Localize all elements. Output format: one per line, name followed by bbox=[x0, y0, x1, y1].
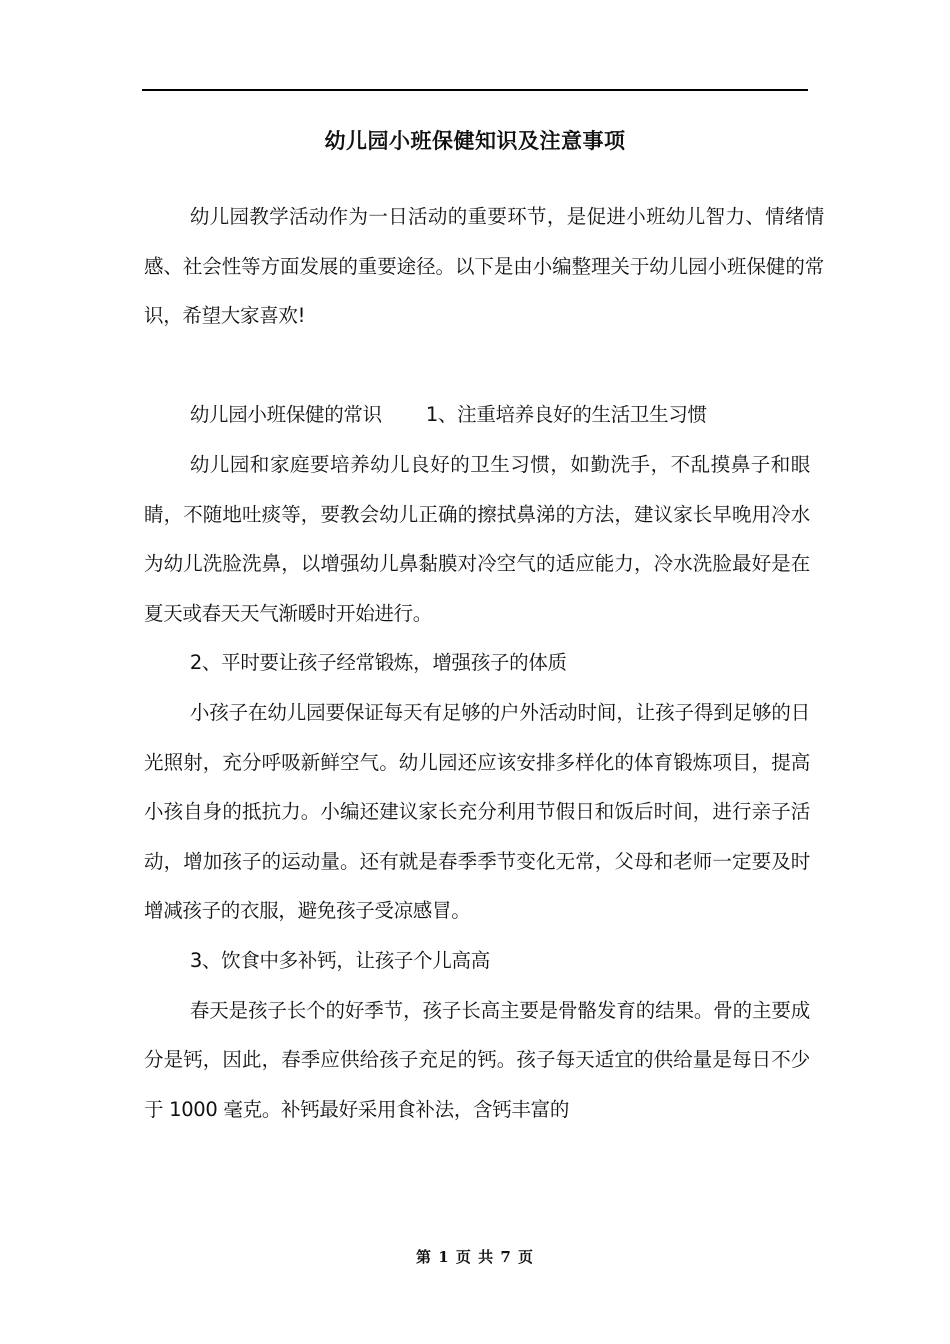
item2-heading: 2、平时要让孩子经常锻炼，增强孩子的体质 bbox=[189, 651, 567, 675]
section-heading: 幼儿园小班保健的常识 bbox=[189, 403, 382, 427]
paragraph-gap bbox=[144, 341, 810, 391]
item3-paragraph: 春天是孩子长个的好季节，孩子长高主要是骨骼发育的结果。骨的主要成分是钙，因此，春季应供给孩子充足的钙。孩子每天适宜的供给量是每日不少于 1000 毫克。补钙最好采用食补法，含钙丰富的 bbox=[144, 998, 810, 1121]
item1-heading: 1、注重培养良好的生活卫生习惯 bbox=[425, 403, 707, 427]
document-body bbox=[144, 192, 824, 1134]
item1-paragraph: 幼儿园和家庭要培养幼儿良好的卫生习惯，如勤洗手，不乱摸鼻子和眼睛，不随地吐痰等，要教会幼儿正确的擦拭鼻涕的方法，建议家长早晚用冷水为幼儿洗脸洗鼻，以增强幼儿鼻黏膜对冷空气的适应能力，冷水洗脸最好是在夏天或春天天气渐暖时开始进行。 bbox=[144, 452, 810, 625]
page-number: 第 1 页 共 7 页 bbox=[416, 1248, 534, 1266]
document-title: 幼儿园小班保健知识及注意事项 bbox=[324, 129, 626, 153]
item2-paragraph: 小孩子在幼儿园要保证每天有足够的户外活动时间，让孩子得到足够的日光照射，充分呼吸新鲜空气。幼儿园还应该安排多样化的体育锻炼项目，提高小孩自身的抵抗力。小编还建议家长充分利用节假日和饭后时间，进行亲子活动，增加孩子的运动量。还有就是春季季节变化无常，父母和老师一定要及时增减孩子的衣服，避免孩子受凉感冒。 bbox=[144, 700, 810, 923]
intro-paragraph: 幼儿园教学活动作为一日活动的重要环节，是促进小班幼儿智力、情绪情感、社会性等方面发展的重要途径。以下是由小编整理关于幼儿园小班保健的常识，希望大家喜欢! bbox=[144, 205, 824, 328]
header-rule bbox=[142, 89, 808, 91]
item3-heading: 3、饮食中多补钙，让孩子个儿高高 bbox=[189, 948, 490, 972]
section-heading-line bbox=[144, 390, 810, 440]
